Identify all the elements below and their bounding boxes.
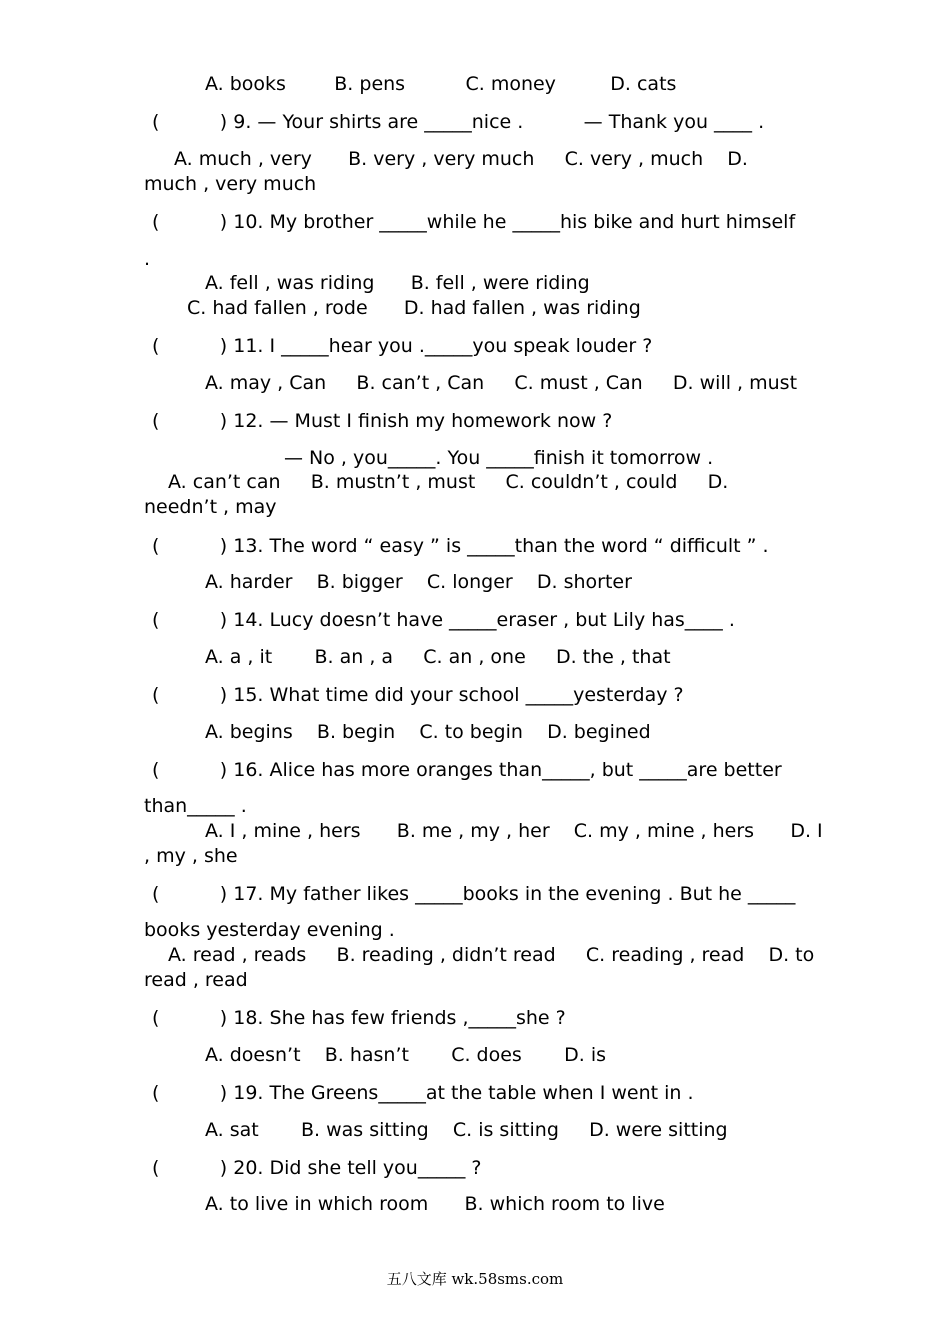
- text-line: A. fell , was riding B. fell , were riding: [205, 272, 590, 294]
- text-line: A. begins B. begin C. to begin D. begined: [205, 721, 651, 743]
- text-line: A. a , it B. an , a C. an , one D. the , that: [205, 646, 671, 668]
- question-10: ( ) 10. My brother _____while he _____his bike and hurt himself: [152, 211, 796, 233]
- text-line: much , very much: [144, 173, 317, 195]
- question-20: ( ) 20. Did she tell you_____ ?: [152, 1157, 482, 1179]
- text-line: A. may , Can B. can’t , Can C. must , Can D. will , must: [205, 372, 798, 394]
- text-line: than_____ .: [144, 795, 247, 817]
- question-12: ( ) 12. — Must I finish my homework now ?: [152, 410, 613, 432]
- page-footer: 五八文库 wk.58sms.com: [386, 1270, 564, 1288]
- question-9: ( ) 9. — Your shirts are _____nice . — Thank you ____ .: [152, 111, 765, 133]
- text-line: A. harder B. bigger C. longer D. shorter: [205, 571, 632, 593]
- question-19: ( ) 19. The Greens_____at the table when I went in .: [152, 1082, 694, 1104]
- question-13: ( ) 13. The word “ easy ” is _____than the word “ difficult ” .: [152, 535, 769, 557]
- question-16: ( ) 16. Alice has more oranges than_____, but _____are better: [152, 759, 782, 781]
- text-line: — No , you_____. You _____finish it tomorrow .: [284, 447, 714, 469]
- question-15: ( ) 15. What time did your school _____yesterday ?: [152, 684, 684, 706]
- text-line: needn’t , may: [144, 496, 277, 518]
- text-line: A. sat B. was sitting C. is sitting D. were sitting: [205, 1119, 728, 1141]
- text-line: A. books B. pens C. money D. cats: [205, 73, 677, 95]
- text-line: A. much , very B. very , very much C. very , much D.: [174, 148, 748, 170]
- text-line: A. to live in which room B. which room to live: [205, 1193, 665, 1215]
- text-line: A. doesn’t B. hasn’t C. does D. is: [205, 1044, 606, 1066]
- question-14: ( ) 14. Lucy doesn’t have _____eraser , but Lily has____ .: [152, 609, 735, 631]
- text-line: , my , she: [144, 845, 238, 867]
- text-line: C. had fallen , rode D. had fallen , was riding: [187, 297, 641, 319]
- text-line: A. I , mine , hers B. me , my , her C. my , mine , hers D. I: [205, 820, 823, 842]
- text-line: books yesterday evening .: [144, 919, 395, 941]
- text-line: A. can’t can B. mustn’t , must C. couldn’t , could D.: [168, 471, 729, 493]
- question-17: ( ) 17. My father likes _____books in the evening . But he _____: [152, 883, 796, 905]
- text-line: read , read: [144, 969, 248, 991]
- text-line: .: [144, 248, 151, 270]
- question-18: ( ) 18. She has few friends ,_____she ?: [152, 1007, 566, 1029]
- text-line: A. read , reads B. reading , didn’t read C. reading , read D. to: [168, 944, 815, 966]
- question-11: ( ) 11. I _____hear you ._____you speak louder ?: [152, 335, 653, 357]
